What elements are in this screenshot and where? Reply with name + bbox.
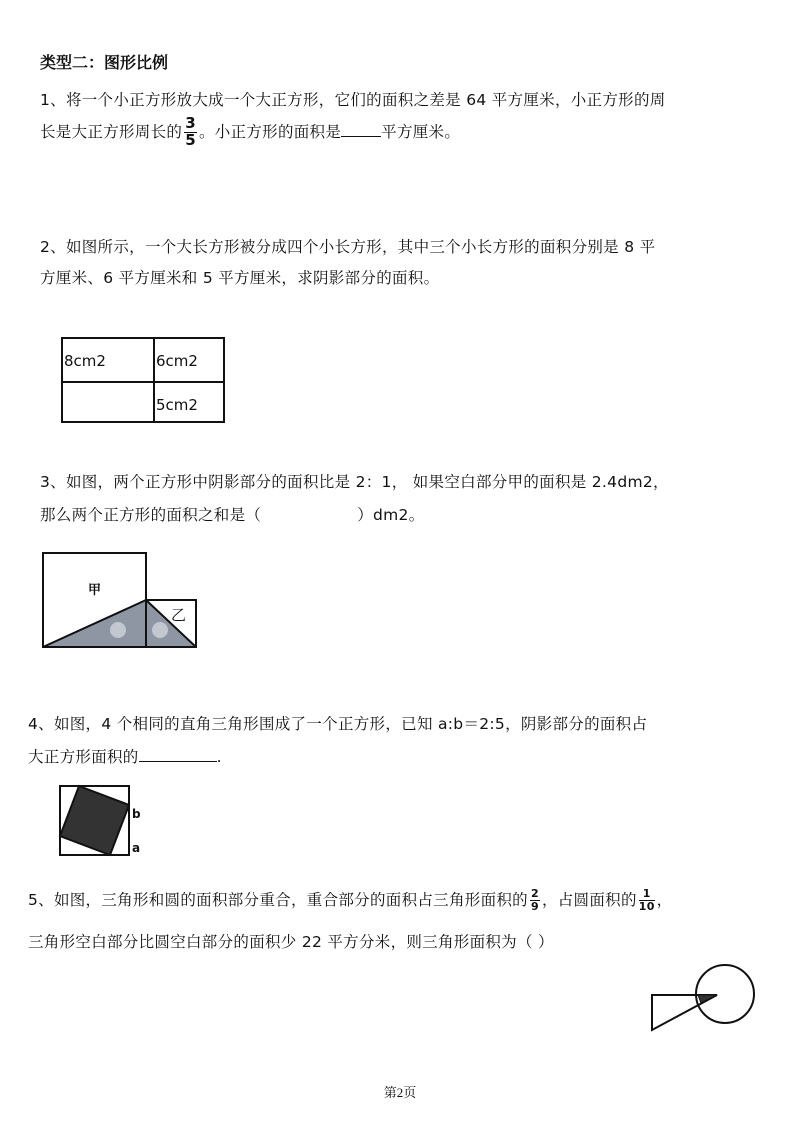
q1-fraction xyxy=(184,116,197,149)
q3-line2 xyxy=(40,503,425,525)
q2-line1: 2、如图所示，一个大长方形被分成四个小长方形，其中三个小长方形的面积分别是 8 平 xyxy=(40,238,656,256)
q5-fraction-triangle xyxy=(530,888,540,912)
section-title: 类型二：图形比例 xyxy=(40,53,169,72)
q1-line2-pre: 长是大正方形周长的 xyxy=(40,122,183,141)
q4-answer-blank[interactable] xyxy=(139,747,217,762)
q4-label-b: b xyxy=(132,807,141,821)
q1-fraction-numerator: 3 xyxy=(185,114,196,132)
q1-line2 xyxy=(40,116,460,149)
q3-line1: 3、如图，两个正方形中阴影部分的面积比是 2：1， 如果空白部分甲的面积是 2.4dm2， xyxy=(40,473,669,491)
q1-fraction-denominator: 5 xyxy=(185,130,196,149)
q5-line1 xyxy=(28,888,672,913)
q3-label-yi: 乙 xyxy=(171,606,187,624)
q3-label-jia: 甲 xyxy=(88,583,102,598)
q4-line2-pre: 大正方形面积的 xyxy=(28,748,139,766)
q3-line2-pre: 那么两个正方形的面积之和是（ xyxy=(40,506,262,524)
q4-line2-post: . xyxy=(216,748,222,766)
q1-line2-mid: 。小正方形的面积是 xyxy=(198,122,342,141)
q5-fraction1-numerator: 2 xyxy=(530,887,539,901)
q1-answer-blank[interactable] xyxy=(341,122,381,137)
q1-line2-post: 平方厘米。 xyxy=(381,122,461,141)
q3-glare-spot xyxy=(110,622,126,638)
q5-fraction2-denominator: 10 xyxy=(638,900,655,913)
q5-line1-mid: ，占圆面积的 xyxy=(541,891,637,909)
q4-square-figure xyxy=(58,784,148,864)
q3-glare-spot xyxy=(152,622,168,638)
q4-line2 xyxy=(28,745,222,767)
q3-line2-post: ）dm2。 xyxy=(357,506,425,524)
q5-line1-post: ， xyxy=(656,891,673,909)
q5-fraction1-denominator: 9 xyxy=(530,900,539,913)
q4-shaded-square xyxy=(60,786,129,855)
q2-rectangle-figure xyxy=(60,336,230,428)
q1-line1: 1、将一个小正方形放大成一个大正方形，它们的面积之差是 64 平方厘米，小正方形的周 xyxy=(40,91,666,109)
q5-fraction2-numerator: 1 xyxy=(639,888,655,901)
q4-label-a: a xyxy=(132,841,141,855)
q2-cell-6: 6cm2 xyxy=(156,352,198,370)
q2-cell-8: 8cm2 xyxy=(64,352,106,370)
q2-cell-5: 5cm2 xyxy=(156,396,198,414)
q5-line1-pre: 5、如图，三角形和圆的面积部分重合，重合部分的面积占三角形面积的 xyxy=(28,891,528,909)
page-number: 第2页 xyxy=(383,1085,417,1100)
q5-triangle-circle-figure xyxy=(645,962,765,1037)
q3-squares-figure xyxy=(40,550,225,652)
q5-line2: 三角形空白部分比圆空白部分的面积少 22 平方分米，则三角形面积为（ ） xyxy=(28,933,554,951)
q5-overlap-region xyxy=(698,995,717,1003)
q5-fraction-circle xyxy=(639,888,655,912)
q4-line1: 4、如图，4 个相同的直角三角形围成了一个正方形，已知 a:b＝2:5，阴影部分的面积占 xyxy=(28,715,648,733)
q2-outer-rect xyxy=(62,338,224,422)
q2-line2: 方厘米、6 平方厘米和 5 平方厘米，求阴影部分的面积。 xyxy=(40,269,440,287)
